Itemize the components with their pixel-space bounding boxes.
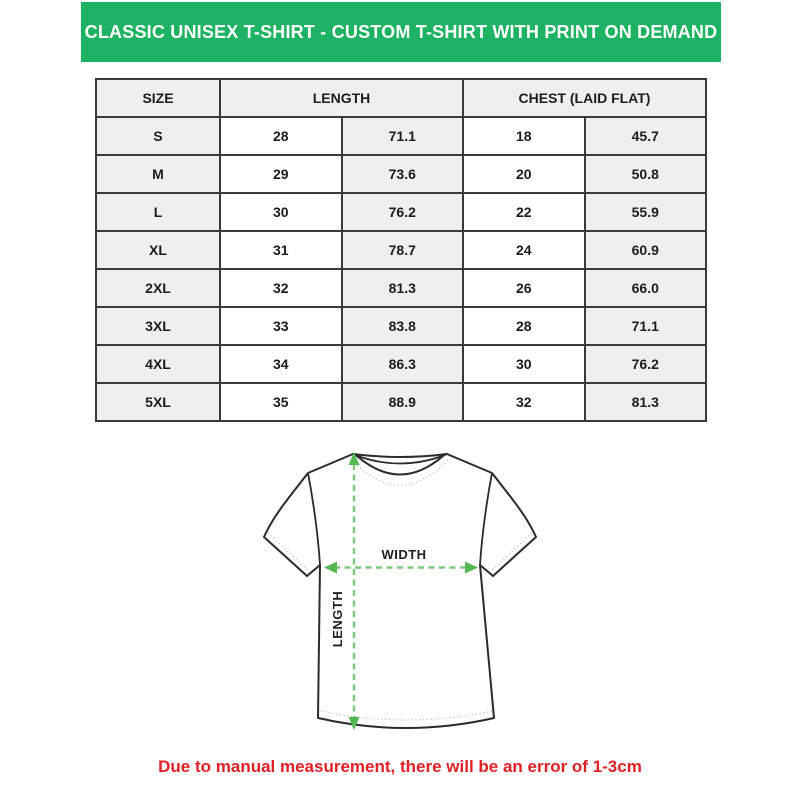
- length-cm-cell: 71.1: [342, 117, 464, 155]
- size-cell: 4XL: [96, 345, 220, 383]
- length-inches-cell: 29: [220, 155, 342, 193]
- length-inches-cell: 32: [220, 269, 342, 307]
- size-chart-table: [95, 78, 707, 422]
- chest-inches-cell: 18: [463, 117, 585, 155]
- length-inches-cell: 33: [220, 307, 342, 345]
- page-title: CLASSIC UNISEX T-SHIRT - CUSTOM T-SHIRT WITH PRINT ON DEMAND: [84, 21, 718, 42]
- size-cell: 5XL: [96, 383, 220, 421]
- length-cm-cell: 78.7: [342, 231, 464, 269]
- measurement-note: Due to manual measurement, there will be an error of 1-3cm: [158, 757, 642, 776]
- tshirt-outline-icon: [264, 454, 536, 728]
- table-header-row: [96, 79, 706, 117]
- chest-inches-cell: 32: [463, 383, 585, 421]
- tshirt-measurement-diagram: [250, 440, 550, 740]
- length-inches-cell: 35: [220, 383, 342, 421]
- chest-inches-cell: 24: [463, 231, 585, 269]
- chest-inches-cell: 20: [463, 155, 585, 193]
- table-row: [96, 269, 706, 307]
- size-cell: 3XL: [96, 307, 220, 345]
- length-cm-cell: 83.8: [342, 307, 464, 345]
- size-cell: 2XL: [96, 269, 220, 307]
- length-cm-cell: 88.9: [342, 383, 464, 421]
- length-cm-cell: 73.6: [342, 155, 464, 193]
- chest-cm-cell: 60.9: [585, 231, 707, 269]
- chest-cm-cell: 81.3: [585, 383, 707, 421]
- chest-cm-cell: 55.9: [585, 193, 707, 231]
- column-header-size: SIZE: [96, 79, 220, 117]
- table-row: [96, 383, 706, 421]
- product-title-banner: [81, 2, 721, 62]
- chest-inches-cell: 26: [463, 269, 585, 307]
- length-inches-cell: 31: [220, 231, 342, 269]
- column-header-length: LENGTH: [220, 79, 463, 117]
- length-cm-cell: 81.3: [342, 269, 464, 307]
- size-cell: M: [96, 155, 220, 193]
- chest-inches-cell: 22: [463, 193, 585, 231]
- table-row: [96, 345, 706, 383]
- chest-inches-cell: 28: [463, 307, 585, 345]
- size-cell: S: [96, 117, 220, 155]
- chest-cm-cell: 66.0: [585, 269, 707, 307]
- length-cm-cell: 86.3: [342, 345, 464, 383]
- width-label: WIDTH: [381, 547, 427, 562]
- chest-cm-cell: 71.1: [585, 307, 707, 345]
- length-inches-cell: 34: [220, 345, 342, 383]
- chest-inches-cell: 30: [463, 345, 585, 383]
- tshirt-diagram-svg: [250, 440, 550, 740]
- length-inches-cell: 30: [220, 193, 342, 231]
- column-header-chest: CHEST (LAID FLAT): [463, 79, 706, 117]
- length-inches-cell: 28: [220, 117, 342, 155]
- chest-cm-cell: 76.2: [585, 345, 707, 383]
- size-cell: XL: [96, 231, 220, 269]
- table-row: [96, 155, 706, 193]
- table-row: [96, 117, 706, 155]
- length-cm-cell: 76.2: [342, 193, 464, 231]
- chest-cm-cell: 45.7: [585, 117, 707, 155]
- table-row: [96, 231, 706, 269]
- table-row: [96, 307, 706, 345]
- table-row: [96, 193, 706, 231]
- length-label: LENGTH: [330, 590, 345, 648]
- size-cell: L: [96, 193, 220, 231]
- chest-cm-cell: 50.8: [585, 155, 707, 193]
